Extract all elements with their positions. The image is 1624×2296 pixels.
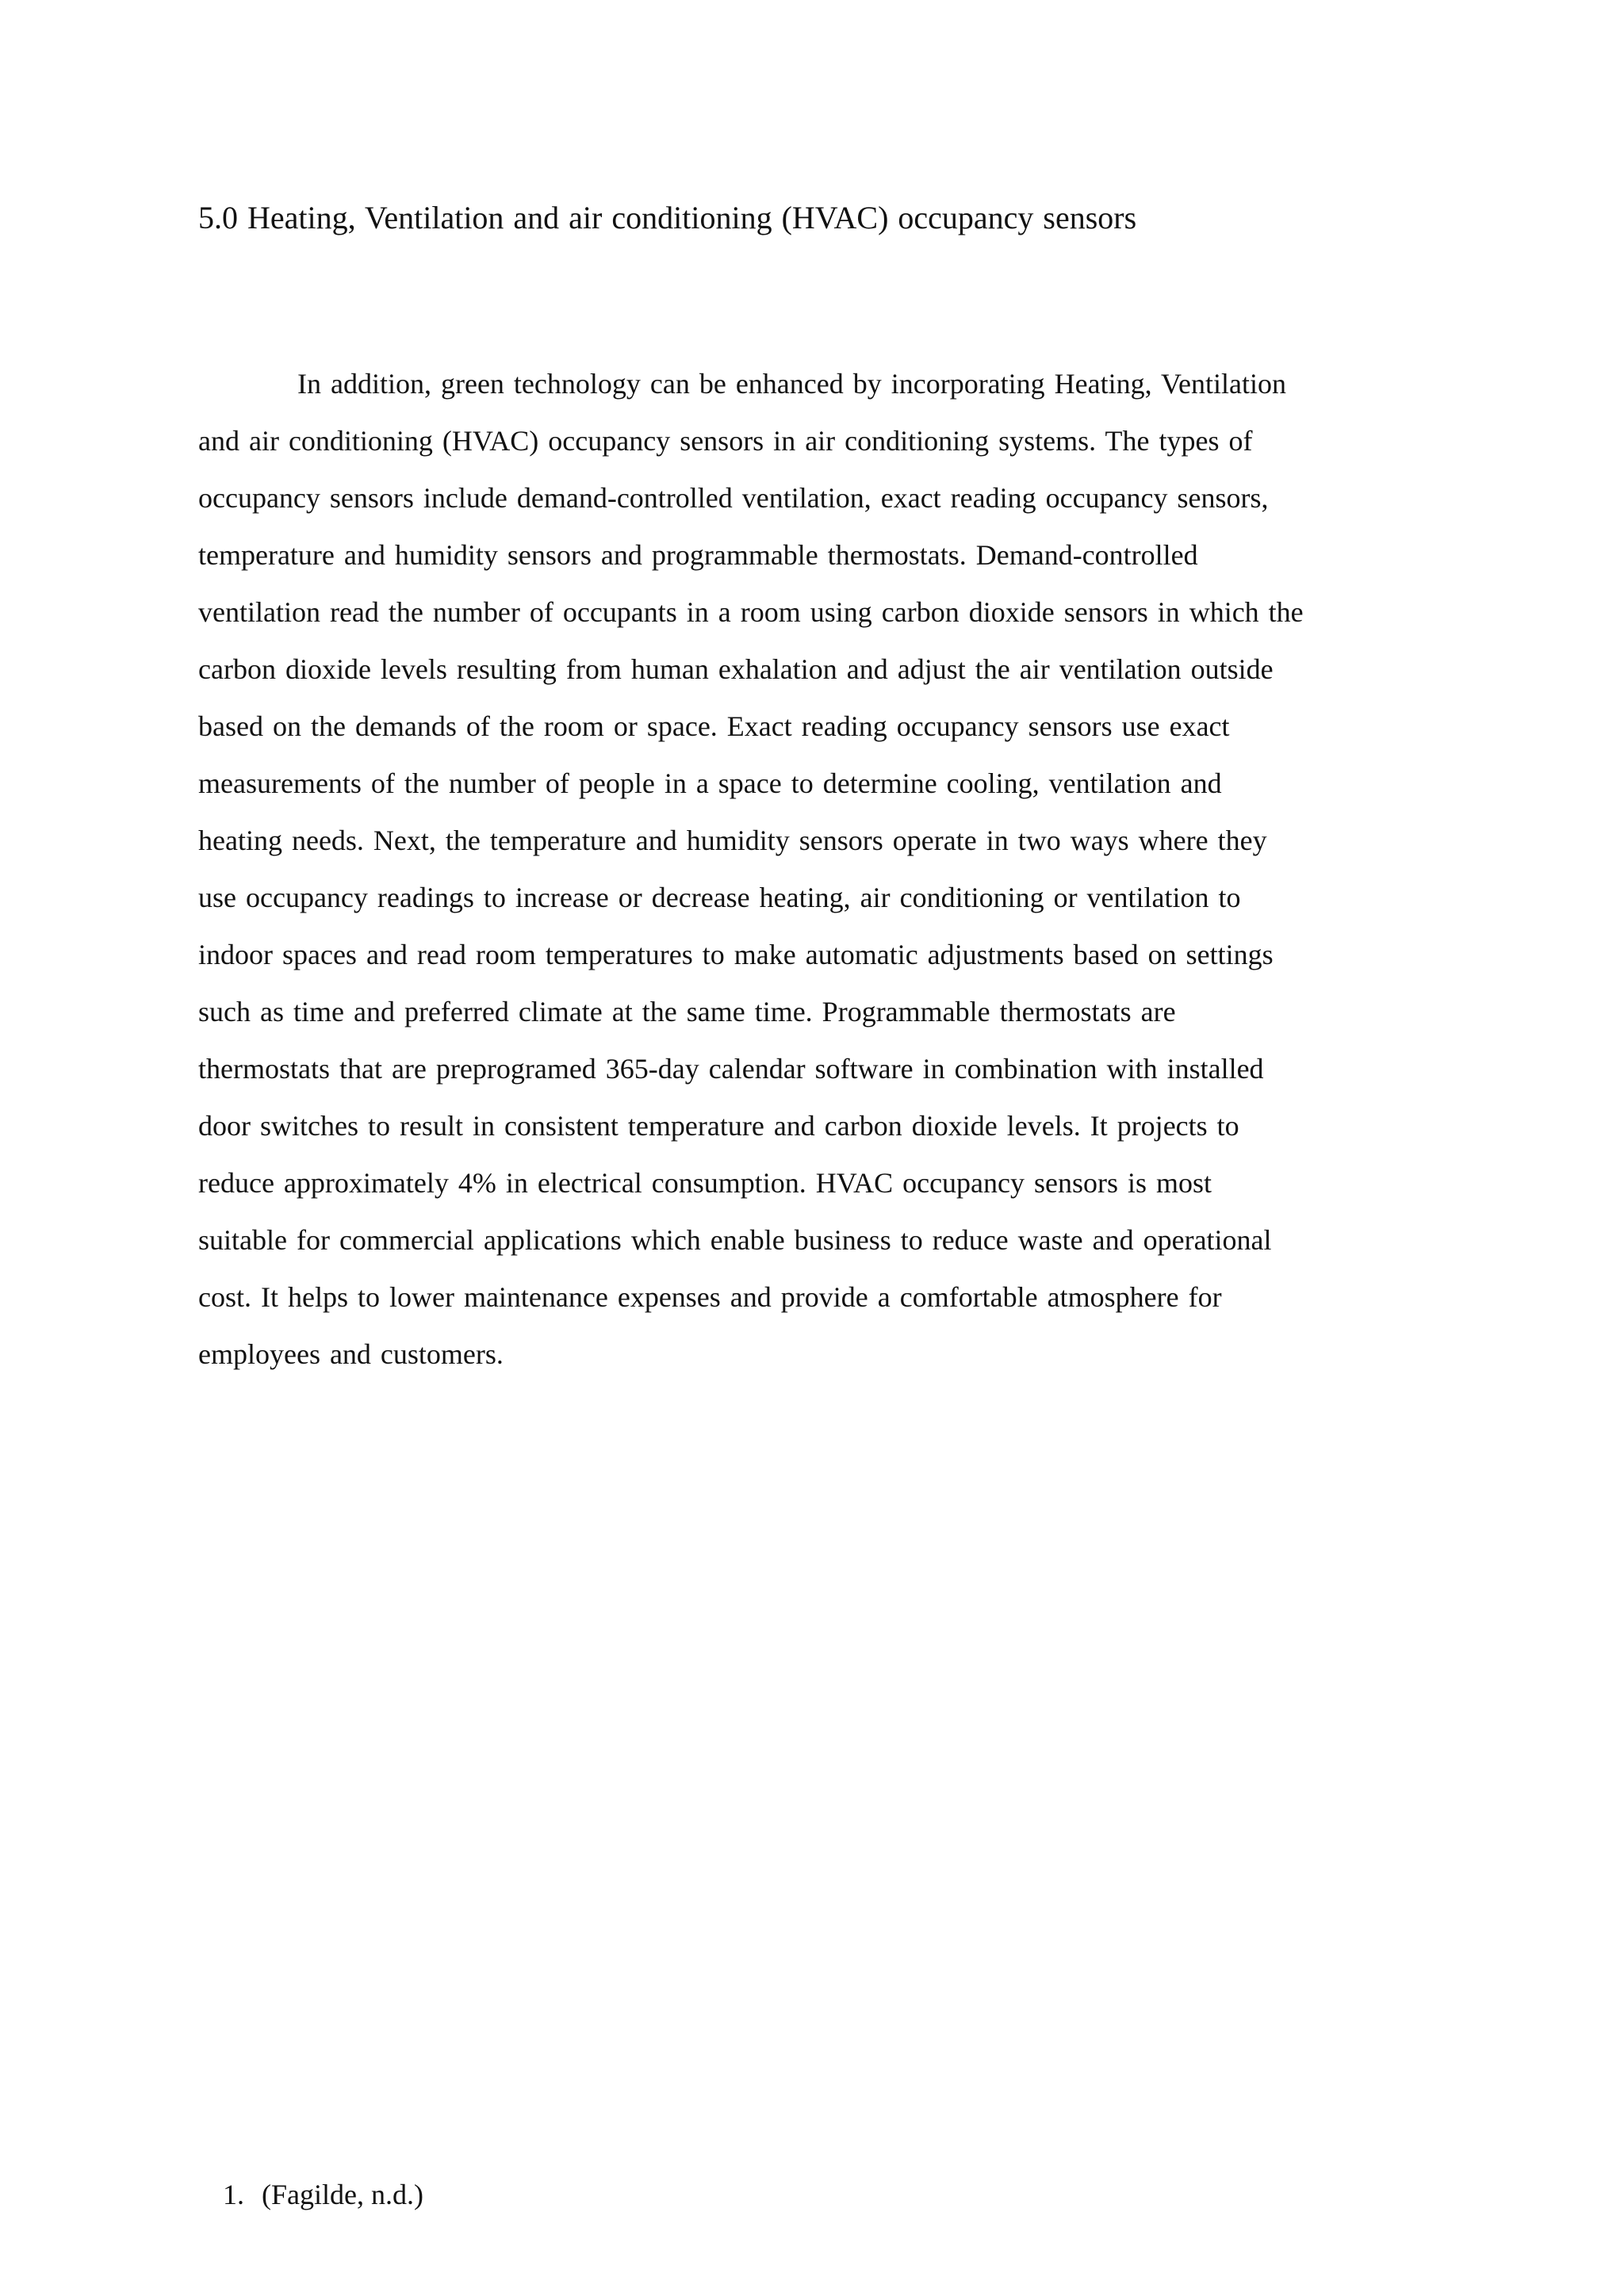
paragraph-line: employees and customers. (198, 1338, 504, 1370)
paragraph-line: reduce approximately 4% in electrical consumption. HVAC occupancy sensors is most (198, 1167, 1212, 1199)
paragraph-line: cost. It helps to lower maintenance expenses and provide a comfortable atmosphere for (198, 1281, 1222, 1313)
section-heading: 5.0 Heating, Ventilation and air conditioning (HVAC) occupancy sensors (198, 200, 1137, 235)
paragraph-line: suitable for commercial applications which enable business to reduce waste and operational (198, 1224, 1272, 1256)
paragraph-line: heating needs. Next, the temperature and humidity sensors operate in two ways where they (198, 825, 1267, 856)
paragraph-line: temperature and humidity sensors and programmable thermostats. Demand-controlled (198, 539, 1198, 571)
paragraph-line: door switches to result in consistent temperature and carbon dioxide levels. It projects to (198, 1110, 1239, 1142)
paragraph-line: based on the demands of the room or space. Exact reading occupancy sensors use exact (198, 710, 1230, 742)
body-paragraph (198, 355, 1435, 1383)
paragraph-line: carbon dioxide levels resulting from human exhalation and adjust the air ventilation outside (198, 653, 1274, 685)
reference-list (198, 2172, 423, 2217)
paragraph-line: thermostats that are preprogramed 365-day calendar software in combination with installed (198, 1053, 1264, 1085)
reference-number: 1. (223, 2179, 244, 2210)
paragraph-line: ventilation read the number of occupants in a room using carbon dioxide sensors in which the (198, 596, 1304, 628)
reference-item (198, 2172, 423, 2217)
paragraph-line: In addition, green technology can be enhanced by incorporating Heating, Ventilation (297, 368, 1286, 400)
reference-citation: (Fagilde, n.d.) (262, 2179, 423, 2210)
paragraph-line: measurements of the number of people in a space to determine cooling, ventilation and (198, 767, 1222, 799)
paragraph-line: indoor spaces and read room temperatures to make automatic adjustments based on settings (198, 939, 1274, 970)
paragraph-line: such as time and preferred climate at the same time. Programmable thermostats are (198, 996, 1176, 1027)
paragraph-line: use occupancy readings to increase or decrease heating, air conditioning or ventilation to (198, 882, 1241, 913)
paragraph-line: occupancy sensors include demand-controlled ventilation, exact reading occupancy sensors, (198, 482, 1269, 514)
paragraph-line: and air conditioning (HVAC) occupancy sensors in air conditioning systems. The types of (198, 425, 1253, 457)
